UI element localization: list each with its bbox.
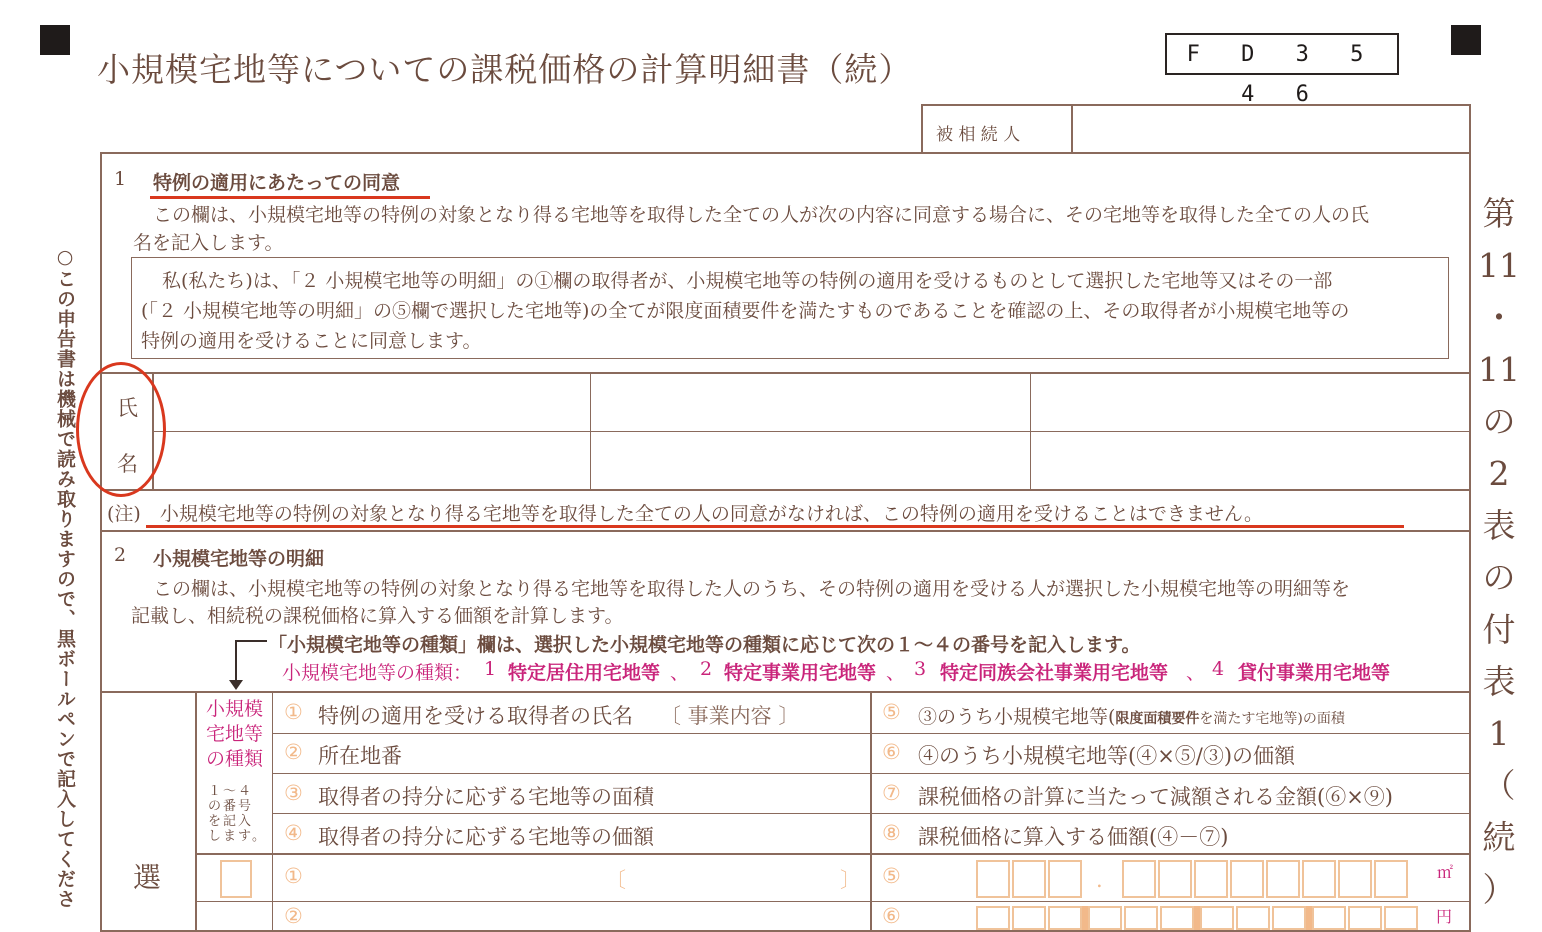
row7-label: 課税価格の計算に当たって減額される金額(⑥×⑨) <box>918 785 1393 809</box>
section1-heading-underline <box>150 196 430 199</box>
name-field-5[interactable] <box>594 435 1026 487</box>
consent-line2: (「２ 小規模宅地等の明細」の⑤欄で選択した宅地等)の全てが限度面積要件を満たすものであることを確認の上、その取得者が小規模宅地等の <box>141 300 1350 322</box>
row5-mark: ⑤ <box>882 700 901 724</box>
type-sep-3: 、 <box>1186 662 1206 684</box>
section1-number: 1 <box>114 168 127 190</box>
section2-heading: 小規模宅地等の明細 <box>153 548 325 570</box>
row6-mark: ⑥ <box>882 740 901 764</box>
form-code: F D 3 5 4 6 <box>1165 33 1399 75</box>
name-label-1: 氏 <box>117 396 138 420</box>
name-field-6[interactable] <box>1034 435 1466 487</box>
type-4-name: 貸付事業用宅地等 <box>1238 662 1391 684</box>
unit-yen: 円 <box>1436 907 1453 926</box>
consent-line1: 私(私たち)は、「２ 小規模宅地等の明細」の①欄の取得者が、小規模宅地等の特例の適用を受けるものとして選択した宅地等又はその一部 <box>162 270 1333 292</box>
type-4-num: 4 <box>1212 658 1225 680</box>
type-2-name: 特定事業用宅地等 <box>724 662 877 684</box>
entry-row2-mark: ② <box>284 904 303 928</box>
section1-intro-line1: この欄は、小規模宅地等の特例の対象となり得る宅地等を取得した全ての人が次の内容に同意する場合に、その宅地等を取得した全ての人の氏 <box>153 204 1370 226</box>
registration-mark-left <box>40 25 70 55</box>
entry-row5-mark: ⑤ <box>882 864 901 888</box>
value-input[interactable] <box>976 906 1436 926</box>
entry-row1-mark: ① <box>284 864 303 888</box>
row4-mark: ④ <box>284 821 303 845</box>
type-instruction: 「小規模宅地等の種類」欄は、選択した小規模宅地等の種類に応じて次の１～４の番号を記入します。 <box>268 634 1141 656</box>
type-number-field[interactable] <box>220 860 252 898</box>
section2-intro-line2: 記載し、相続税の課税価格に算入する価額を計算します。 <box>131 605 624 627</box>
row3-mark: ③ <box>284 781 303 805</box>
type-1-name: 特定居住用宅地等 <box>508 662 661 684</box>
type-3-name: 特定同族会社事業用宅地等 <box>940 662 1169 684</box>
types-label: 小規模宅地等の種類： <box>282 662 473 684</box>
row1-business: 〔 事業内容 〕 <box>660 704 800 728</box>
row2-label: 所在地番 <box>318 744 402 768</box>
select-label: 選 <box>133 861 162 894</box>
business-content-input[interactable] <box>630 860 835 898</box>
name-label-2: 名 <box>117 452 138 476</box>
registration-mark-right <box>1451 25 1481 55</box>
form-sheet-number: 第 11 ・ 11 の 2 表 の 付 表 1 （ 続 ） <box>1478 194 1520 909</box>
type-sep-1: 、 <box>670 662 690 684</box>
section1-heading: 特例の適用にあたっての同意 <box>153 172 401 194</box>
acquirer-name-input[interactable] <box>318 860 598 898</box>
row6-label: ④のうち小規模宅地等(④×⑤/③)の価額 <box>918 744 1296 768</box>
name-field-1[interactable] <box>156 376 586 428</box>
row8-mark: ⑧ <box>882 821 901 845</box>
decimal-point: . <box>1096 868 1103 892</box>
section2-number: 2 <box>114 544 127 566</box>
consent-note-underline <box>146 525 1404 528</box>
arrow-down-icon <box>229 680 243 690</box>
row8-label: 課税価格に算入する価額(④－⑦) <box>918 825 1229 849</box>
area-input[interactable] <box>976 860 1436 898</box>
name-field-4[interactable] <box>156 435 586 487</box>
row5-label: ③のうち小規模宅地等(限度面積要件を満たす宅地等)の面積 <box>918 706 1345 728</box>
decedent-name-field[interactable] <box>1075 108 1465 148</box>
decedent-label: 被 相 続 人 <box>936 125 1021 145</box>
machine-read-notice: ○この申告書は機械で読み取りますので、黒ボールペンで記入してくださ <box>54 246 76 909</box>
type-column-note: １～４ の番号 を記入 します。 <box>208 784 267 844</box>
type-2-num: 2 <box>700 658 713 680</box>
row4-label: 取得者の持分に応ずる宅地等の価額 <box>318 825 654 849</box>
unit-square-meter: ㎡ <box>1437 863 1454 882</box>
consent-note: (注) 小規模宅地等の特例の対象となり得る宅地等を取得した全ての人の同意がなければ、この特例の適用を受けることはできません。 <box>107 503 1263 525</box>
entry-row6-mark: ⑥ <box>882 904 901 928</box>
name-field-3[interactable] <box>1034 376 1466 428</box>
name-label-highlight <box>76 362 166 497</box>
row1-label: 特例の適用を受ける取得者の氏名 <box>318 704 633 728</box>
page-title: 小規模宅地等についての課税価格の計算明細書（続） <box>97 50 913 89</box>
name-field-2[interactable] <box>594 376 1026 428</box>
row1-mark: ① <box>284 700 303 724</box>
section1-intro-line2: 名を記入します。 <box>133 232 284 254</box>
type-sep-2: 、 <box>886 662 906 684</box>
consent-line3: 特例の適用を受けることに同意します。 <box>141 330 482 352</box>
row3-label: 取得者の持分に応ずる宅地等の面積 <box>318 785 654 809</box>
type-3-num: 3 <box>914 658 927 680</box>
row7-mark: ⑦ <box>882 781 901 805</box>
type-column-label: 小規模 宅地等 の種類 <box>206 698 264 770</box>
section2-intro-line1: この欄は、小規模宅地等の特例の対象となり得る宅地等を取得した人のうち、その特例の適用を受ける人が選択した小規模宅地等の明細等を <box>153 578 1351 600</box>
row2-mark: ② <box>284 740 303 764</box>
entry-bracket-close: 〕 <box>840 868 861 892</box>
entry-bracket-open: 〔 <box>605 868 626 892</box>
type-1-num: 1 <box>484 658 497 680</box>
